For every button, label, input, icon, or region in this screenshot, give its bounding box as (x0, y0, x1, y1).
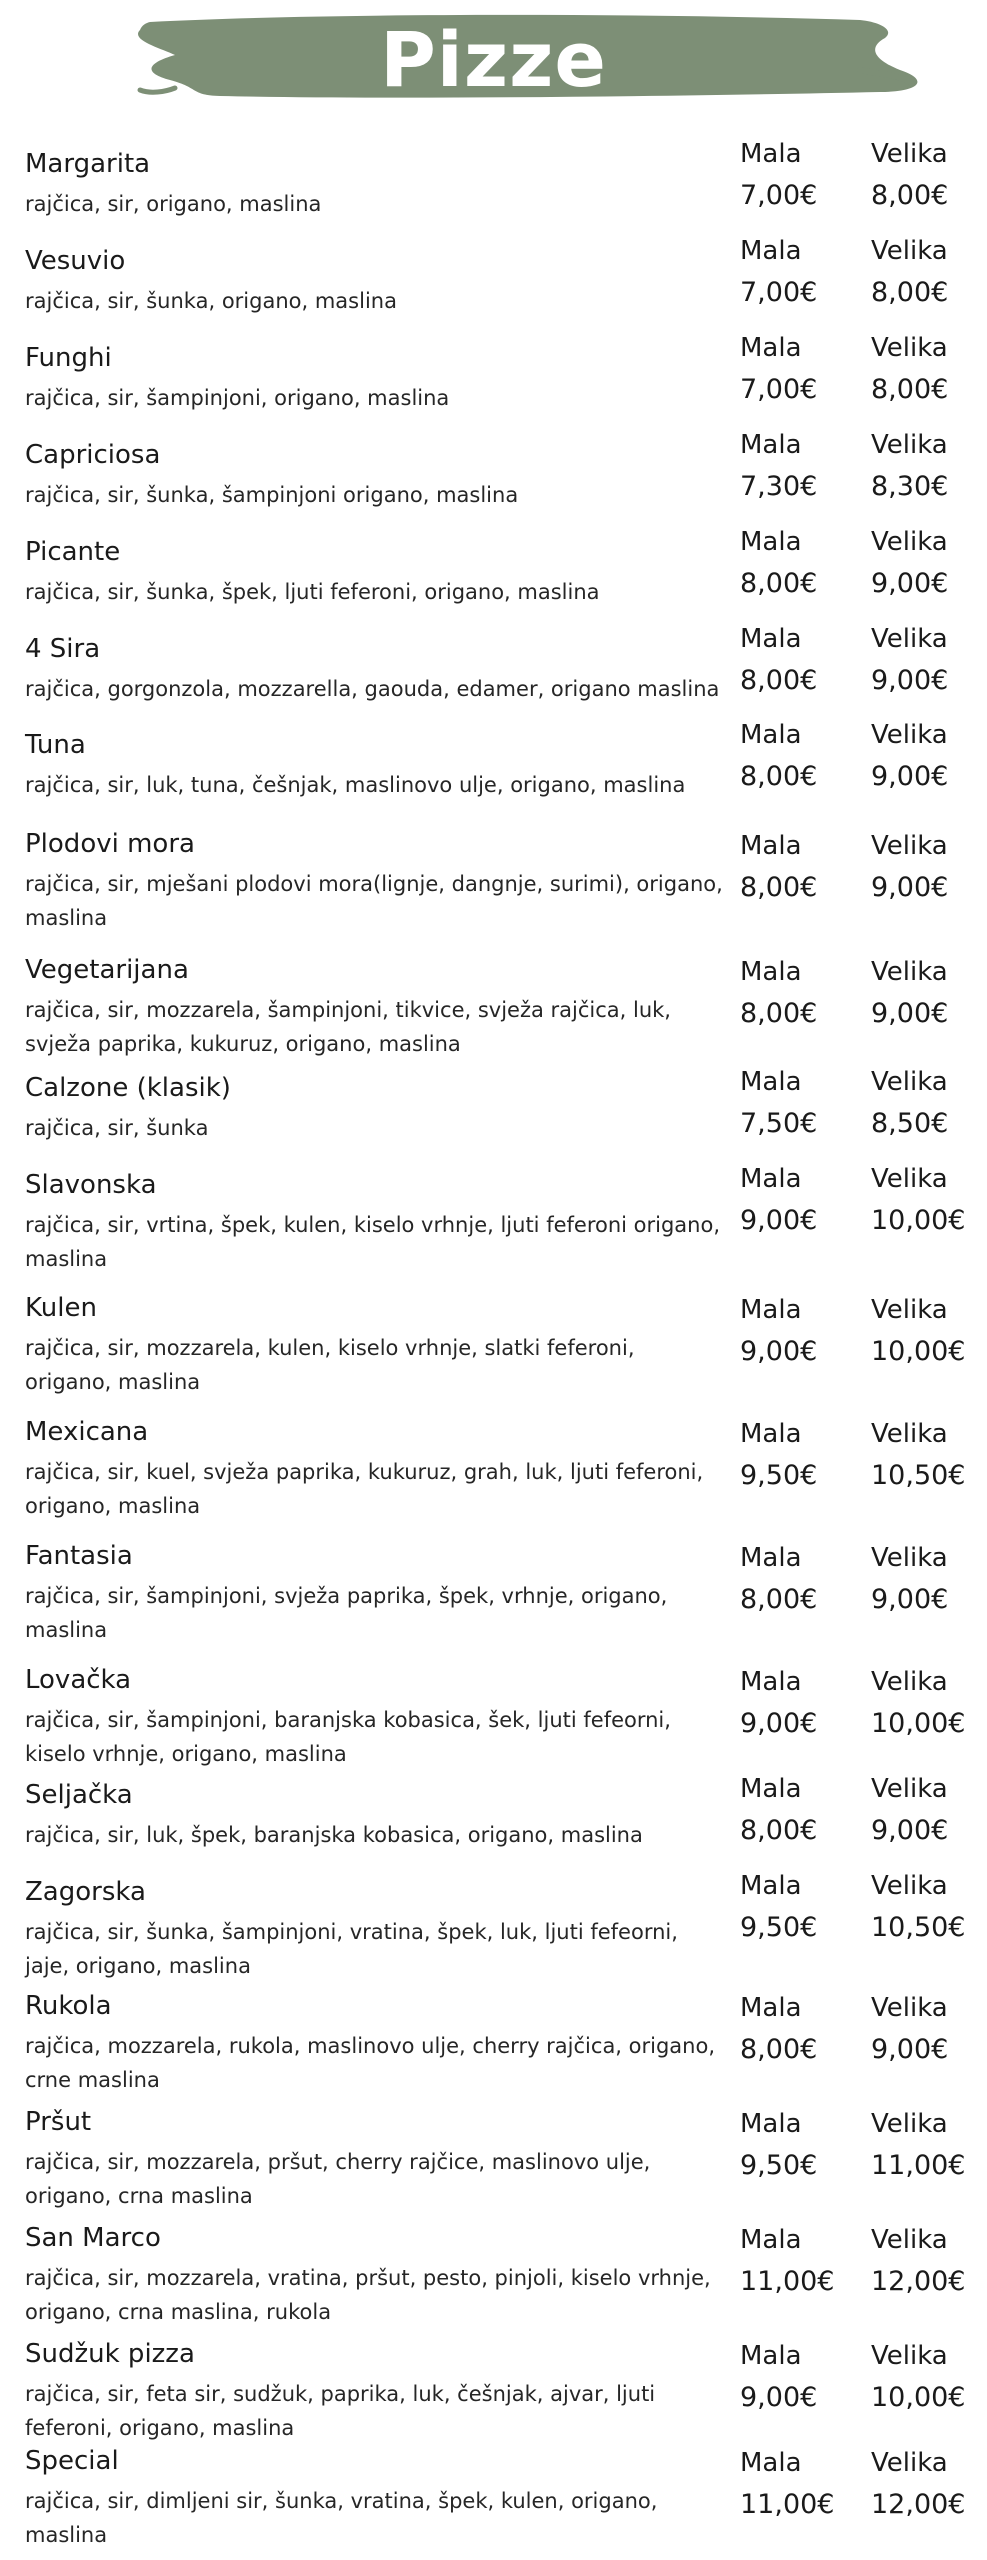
large-size-label: Velika (871, 2341, 948, 2371)
pizza-name: 4 Sira (25, 634, 101, 664)
large-size-label: Velika (871, 1419, 948, 1449)
large-size-label: Velika (871, 1667, 948, 1697)
pizza-name: Funghi (25, 343, 112, 373)
pizza-ingredients: rajčica, sir, luk, špek, baranjska kobasica, origano, maslina (25, 1823, 643, 1847)
menu-item (0, 236, 987, 354)
pizza-name: Sudžuk pizza (25, 2339, 195, 2369)
menu-item (0, 953, 987, 1063)
pizza-ingredients: rajčica, sir, mješani plodovi mora(lignje, dangnje, surimi), origano, maslina (25, 872, 723, 930)
large-size-label: Velika (871, 1774, 948, 1804)
small-size-price: 11,00€ (740, 2489, 835, 2520)
large-size-price: 8,00€ (871, 374, 949, 405)
small-size-price: 9,00€ (740, 2382, 818, 2413)
large-size-label: Velika (871, 2448, 948, 2478)
large-size-price: 8,00€ (871, 180, 949, 211)
pizza-ingredients: rajčica, sir, šunka, šampinjoni origano, maslina (25, 483, 519, 507)
pizza-name: Pršut (25, 2107, 92, 2137)
pizza-name: Vesuvio (25, 246, 126, 276)
pizza-name: Slavonska (25, 1170, 157, 1200)
small-size-label: Mala (740, 2448, 802, 2478)
pizza-ingredients: rajčica, sir, šunka, origano, maslina (25, 289, 397, 313)
large-size-label: Velika (871, 2225, 948, 2255)
menu-item (0, 1539, 987, 1649)
small-size-label: Mala (740, 1164, 802, 1194)
small-size-price: 9,00€ (740, 1336, 818, 1367)
small-size-label: Mala (740, 957, 802, 987)
pizza-name: Picante (25, 537, 121, 567)
pizza-name: Rukola (25, 1991, 112, 2021)
small-size-label: Mala (740, 1295, 802, 1325)
small-size-label: Mala (740, 1543, 802, 1573)
pizza-ingredients: rajčica, sir, vrtina, špek, kulen, kiselo vrhnje, ljuti feferoni origano, maslina (25, 1213, 721, 1271)
pizza-ingredients: rajčica, sir, šunka (25, 1116, 209, 1140)
pizza-name: Capriciosa (25, 440, 161, 470)
pizza-name: Calzone (klasik) (25, 1073, 231, 1103)
menu-item (0, 1164, 987, 1278)
menu-item (0, 1291, 987, 1401)
small-size-label: Mala (740, 236, 802, 266)
pizza-name: Zagorska (25, 1877, 146, 1907)
large-size-label: Velika (871, 139, 948, 169)
pizza-name: Special (25, 2446, 119, 2476)
page-title: Pizze (380, 15, 607, 104)
pizza-ingredients: rajčica, mozzarela, rukola, maslinovo ulje, cherry rajčica, origano, crne maslina (25, 2034, 716, 2092)
small-size-price: 9,50€ (740, 1460, 818, 1491)
menu-item (0, 720, 987, 838)
pizza-name: Kulen (25, 1293, 97, 1323)
pizza-name: Mexicana (25, 1417, 149, 1447)
menu-item (0, 1774, 987, 1888)
small-size-price: 9,00€ (740, 1205, 818, 1236)
large-size-label: Velika (871, 430, 948, 460)
small-size-price: 7,00€ (740, 374, 818, 405)
menu-item (0, 1989, 987, 2099)
large-size-label: Velika (871, 831, 948, 861)
large-size-price: 9,00€ (871, 568, 949, 599)
pizza-ingredients: rajčica, sir, kuel, svježa paprika, kukuruz, grah, luk, ljuti feferoni, origano, maslina (25, 1460, 704, 1518)
small-size-label: Mala (740, 1067, 802, 1097)
large-size-label: Velika (871, 1067, 948, 1097)
pizza-ingredients: rajčica, sir, šampinjoni, origano, maslina (25, 386, 450, 410)
pizza-ingredients: rajčica, sir, mozzarela, vratina, pršut, pesto, pinjoli, kiselo vrhnje, origano, crna maslina, rukola (25, 2266, 711, 2324)
menu-item (0, 2337, 987, 2447)
small-size-label: Mala (740, 1993, 802, 2023)
small-size-price: 9,50€ (740, 2150, 818, 2181)
menu-item (0, 1663, 987, 1773)
small-size-label: Mala (740, 333, 802, 363)
small-size-label: Mala (740, 2225, 802, 2255)
small-size-price: 7,00€ (740, 277, 818, 308)
small-size-label: Mala (740, 527, 802, 557)
small-size-label: Mala (740, 1871, 802, 1901)
small-size-label: Mala (740, 139, 802, 169)
small-size-price: 9,50€ (740, 1912, 818, 1943)
menu-item (0, 139, 987, 257)
menu-item (0, 333, 987, 451)
small-size-price: 8,00€ (740, 761, 818, 792)
menu-item (0, 2105, 987, 2215)
large-size-price: 12,00€ (871, 2489, 966, 2520)
pizza-name: Margarita (25, 149, 151, 179)
pizza-ingredients: rajčica, sir, luk, tuna, češnjak, maslinovo ulje, origano, maslina (25, 773, 686, 797)
pizza-name: Tuna (25, 730, 86, 760)
pizza-ingredients: rajčica, sir, mozzarela, šampinjoni, tikvice, svježa rajčica, luk, svježa paprika, kukuruz, origano, maslina (25, 998, 671, 1056)
large-size-price: 12,00€ (871, 2266, 966, 2297)
pizza-name: Lovačka (25, 1665, 132, 1695)
small-size-price: 8,00€ (740, 665, 818, 696)
large-size-price: 10,00€ (871, 1336, 966, 1367)
pizza-name: Vegetarijana (25, 955, 189, 985)
small-size-price: 8,00€ (740, 2034, 818, 2065)
small-size-price: 7,50€ (740, 1108, 818, 1139)
menu-item (0, 2444, 987, 2554)
pizza-name: Plodovi mora (25, 829, 195, 859)
small-size-label: Mala (740, 430, 802, 460)
large-size-price: 9,00€ (871, 665, 949, 696)
menu-item (0, 430, 987, 548)
large-size-price: 9,00€ (871, 872, 949, 903)
pizza-ingredients: rajčica, sir, mozzarela, pršut, cherry rajčice, maslinovo ulje, origano, crna maslina (25, 2150, 651, 2208)
large-size-label: Velika (871, 1993, 948, 2023)
small-size-label: Mala (740, 720, 802, 750)
large-size-price: 9,00€ (871, 1584, 949, 1615)
pizza-ingredients: rajčica, sir, mozzarela, kulen, kiselo vrhnje, slatki feferoni, origano, maslina (25, 1336, 635, 1394)
pizza-ingredients: rajčica, sir, šampinjoni, baranjska kobasica, šek, ljuti fefeorni, kiselo vrhnje, origano, maslina (25, 1708, 671, 1766)
large-size-label: Velika (871, 2109, 948, 2139)
large-size-price: 8,30€ (871, 471, 949, 502)
small-size-label: Mala (740, 1667, 802, 1697)
pizza-ingredients: rajčica, gorgonzola, mozzarella, gaouda, edamer, origano maslina (25, 677, 720, 701)
small-size-label: Mala (740, 1774, 802, 1804)
pizza-ingredients: rajčica, sir, šunka, šampinjoni, vratina, špek, luk, ljuti fefeorni, jaje, origano, maslina (25, 1920, 678, 1978)
large-size-price: 10,50€ (871, 1912, 966, 1943)
large-size-label: Velika (871, 624, 948, 654)
menu-item (0, 527, 987, 645)
pizza-name: Seljačka (25, 1780, 133, 1810)
small-size-price: 8,00€ (740, 998, 818, 1029)
menu-item (0, 1415, 987, 1525)
small-size-price: 8,00€ (740, 568, 818, 599)
large-size-price: 9,00€ (871, 761, 949, 792)
large-size-price: 9,00€ (871, 998, 949, 1029)
pizza-name: Fantasia (25, 1541, 133, 1571)
small-size-price: 8,00€ (740, 872, 818, 903)
menu-item (0, 1871, 987, 1985)
menu-item (0, 1067, 987, 1181)
small-size-label: Mala (740, 2109, 802, 2139)
large-size-label: Velika (871, 1543, 948, 1573)
large-size-price: 9,00€ (871, 1815, 949, 1846)
small-size-price: 7,30€ (740, 471, 818, 502)
large-size-price: 10,00€ (871, 1708, 966, 1739)
large-size-price: 9,00€ (871, 2034, 949, 2065)
large-size-price: 8,50€ (871, 1108, 949, 1139)
small-size-price: 8,00€ (740, 1815, 818, 1846)
large-size-label: Velika (871, 527, 948, 557)
large-size-price: 10,50€ (871, 1460, 966, 1491)
large-size-label: Velika (871, 1295, 948, 1325)
small-size-price: 7,00€ (740, 180, 818, 211)
large-size-price: 10,00€ (871, 2382, 966, 2413)
pizza-name: San Marco (25, 2223, 161, 2253)
menu-item (0, 624, 987, 742)
small-size-label: Mala (740, 2341, 802, 2371)
menu-item (0, 827, 987, 937)
pizza-ingredients: rajčica, sir, dimljeni sir, šunka, vratina, špek, kulen, origano, maslina (25, 2489, 658, 2547)
large-size-label: Velika (871, 236, 948, 266)
small-size-price: 8,00€ (740, 1584, 818, 1615)
small-size-price: 11,00€ (740, 2266, 835, 2297)
pizza-ingredients: rajčica, sir, feta sir, sudžuk, paprika, luk, češnjak, ajvar, ljuti feferoni, origano, maslina (25, 2382, 656, 2440)
small-size-label: Mala (740, 831, 802, 861)
small-size-label: Mala (740, 1419, 802, 1449)
pizza-ingredients: rajčica, sir, origano, maslina (25, 192, 322, 216)
large-size-label: Velika (871, 957, 948, 987)
pizza-ingredients: rajčica, sir, šampinjoni, svježa paprika, špek, vrhnje, origano, maslina (25, 1584, 668, 1642)
small-size-price: 9,00€ (740, 1708, 818, 1739)
large-size-label: Velika (871, 333, 948, 363)
large-size-price: 8,00€ (871, 277, 949, 308)
small-size-label: Mala (740, 624, 802, 654)
menu-item (0, 2221, 987, 2331)
pizza-ingredients: rajčica, sir, šunka, špek, ljuti feferoni, origano, maslina (25, 580, 600, 604)
large-size-price: 10,00€ (871, 1205, 966, 1236)
large-size-label: Velika (871, 1164, 948, 1194)
large-size-label: Velika (871, 720, 948, 750)
large-size-price: 11,00€ (871, 2150, 966, 2181)
large-size-label: Velika (871, 1871, 948, 1901)
